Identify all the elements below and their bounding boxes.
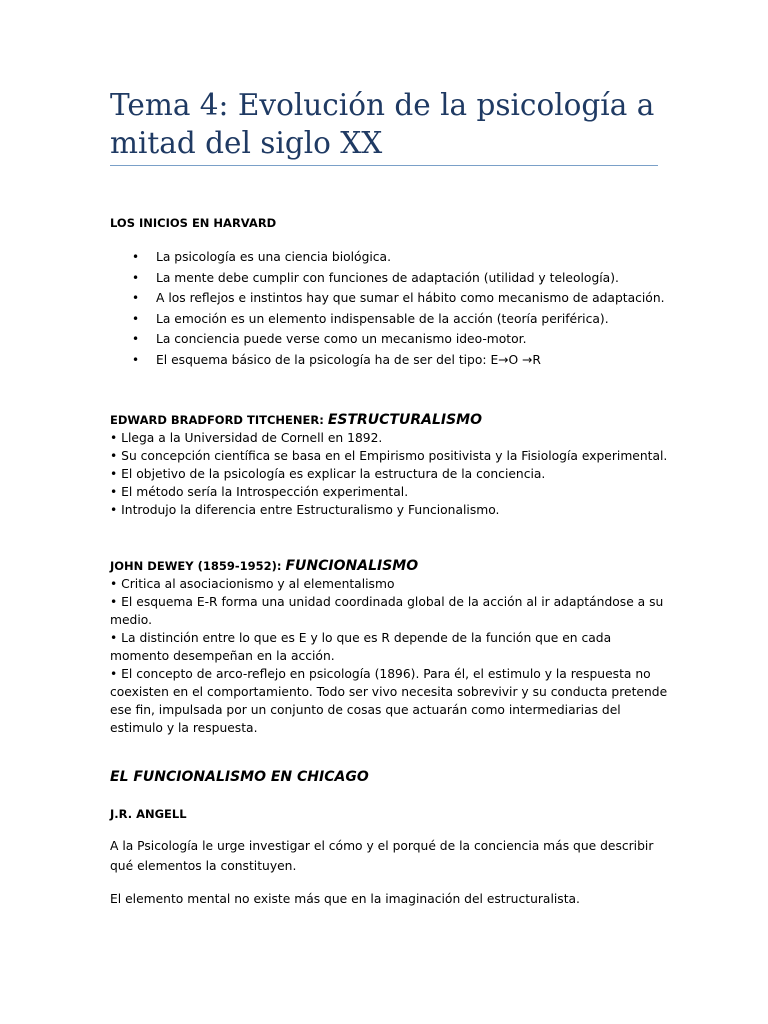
list-item: • El concepto de arco-reflejo en psicología (1896). Para él, el estimulo y la respuesta no coexisten en el comportamiento. Todo ser vivo necesita sobrevivir y su conducta pretende ese fin, impulsada por un conjunto de cosas que actuarán como intermediarias del estimulo y la respuesta.	[110, 667, 668, 735]
section-heading-harvard: LOS INICIOS EN HARVARD	[110, 216, 277, 230]
document-title: Tema 4: Evolución de la psicología a mitad del siglo XX	[110, 88, 655, 160]
list-item: • La psicología es una ciencia biológica.	[110, 247, 670, 268]
heading-prefix: EDWARD BRADFORD TITCHENER:	[110, 413, 328, 427]
list-item: • Critica al asociacionismo y al elementalismo	[110, 577, 395, 591]
list-item: • El objetivo de la psicología es explicar la estructura de la conciencia.	[110, 467, 546, 481]
subheading-angell: J.R. ANGELL	[110, 807, 187, 821]
list-item: • La emoción es un elemento indispensable de la acción (teoría periférica).	[110, 309, 670, 330]
heading-accent: FUNCIONALISMO	[285, 558, 419, 574]
titchener-section	[110, 411, 670, 519]
paragraph: A la Psicología le urge investigar el cómo y el porqué de la conciencia más que describir qué elementos la constituyen.	[110, 839, 654, 873]
title-underline	[110, 165, 658, 166]
list-item: • La conciencia puede verse como un mecanismo ideo-motor.	[110, 329, 670, 350]
list-item: • Su concepción científica se basa en el Empirismo positivista y la Fisiología experimental.	[110, 449, 668, 463]
list-item: • El esquema básico de la psicología ha de ser del tipo: E→O →R	[110, 350, 670, 371]
dewey-section	[110, 557, 670, 737]
list-item: • Llega a la Universidad de Cornell en 1892.	[110, 431, 383, 445]
paragraph: El elemento mental no existe más que en la imaginación del estructuralista.	[110, 892, 580, 906]
list-item: • El método sería la Introspección experimental.	[110, 485, 409, 499]
section-heading-dewey	[110, 557, 670, 575]
section-heading-chicago: EL FUNCIONALISMO EN CHICAGO	[110, 769, 369, 785]
harvard-bullet-list	[110, 247, 670, 370]
list-item: • La mente debe cumplir con funciones de adaptación (utilidad y teleología).	[110, 268, 670, 289]
list-item: • El esquema E-R forma una unidad coordinada global de la acción al ir adaptándose a su medio.	[110, 595, 664, 627]
list-item: • Introdujo la diferencia entre Estructuralismo y Funcionalismo.	[110, 503, 500, 517]
list-item: • A los reflejos e instintos hay que sumar el hábito como mecanismo de adaptación.	[110, 288, 670, 309]
heading-accent: ESTRUCTURALISMO	[327, 412, 483, 428]
heading-prefix: JOHN DEWEY (1859-1952):	[110, 559, 286, 573]
list-item: • La distinción entre lo que es E y lo que es R depende de la función que en cada momento desempeñan en la acción.	[110, 631, 612, 663]
section-heading-titchener	[110, 411, 670, 429]
